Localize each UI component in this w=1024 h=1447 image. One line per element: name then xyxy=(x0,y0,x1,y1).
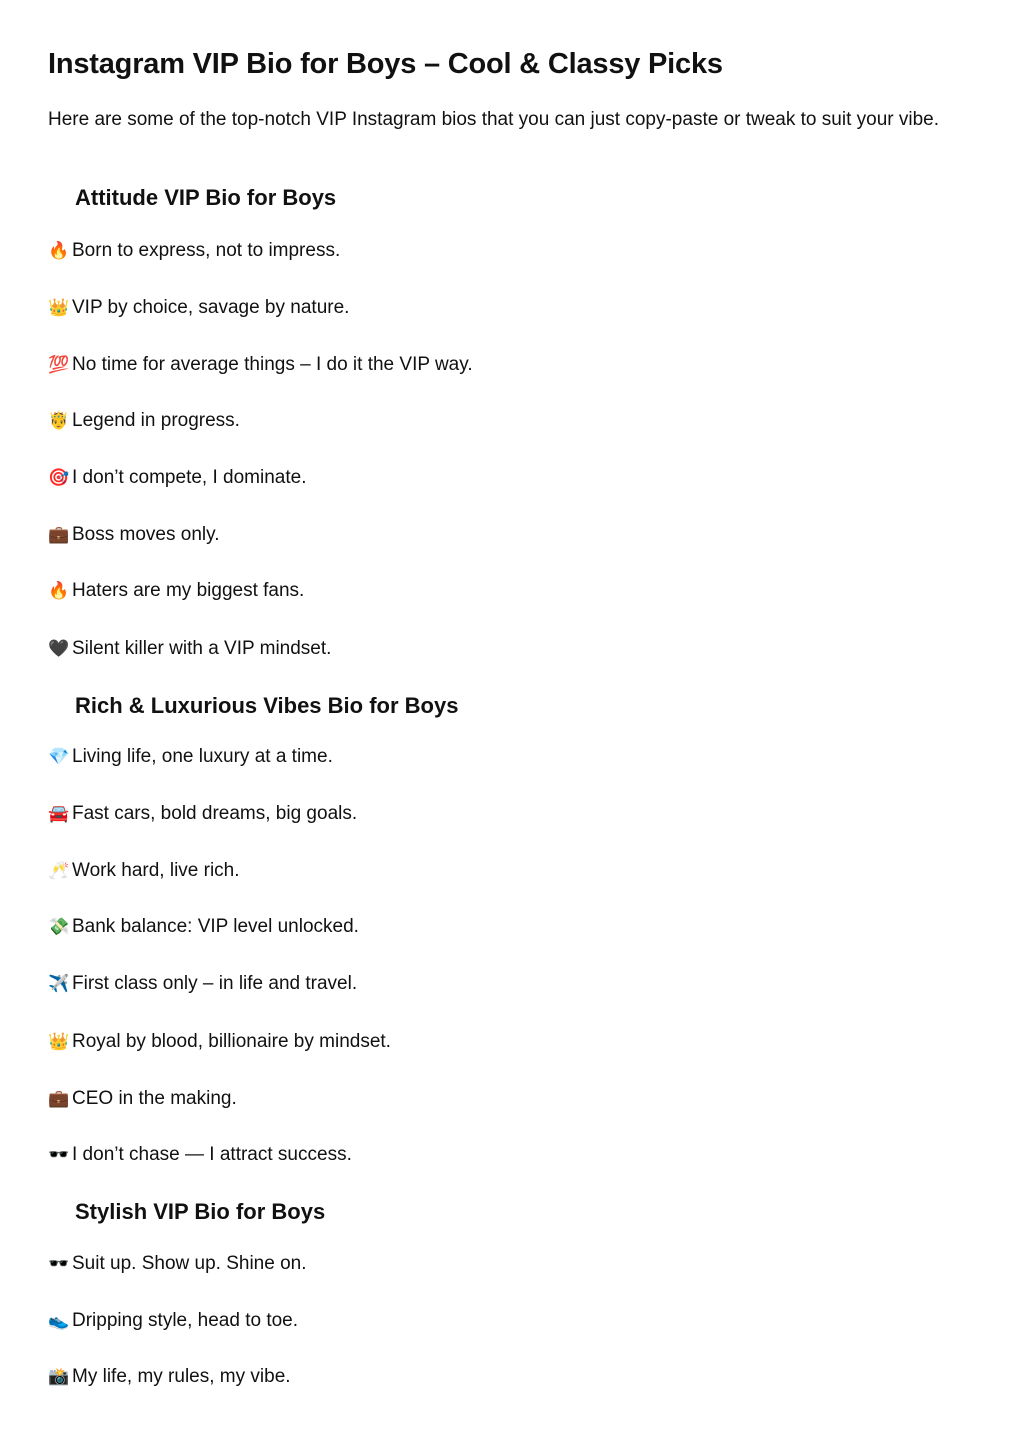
bio-text: First class only – in life and travel. xyxy=(72,973,358,994)
bio-item xyxy=(48,351,473,379)
bio-item xyxy=(48,743,333,771)
bio-text: Dripping style, head to toe. xyxy=(72,1310,299,1331)
section-heading-stylish: Stylish VIP Bio for Boys xyxy=(75,1199,326,1224)
bio-item xyxy=(48,913,359,941)
bio-item xyxy=(48,521,219,549)
bio-text: I don’t chase — I attract success. xyxy=(72,1144,352,1165)
airplane-icon: ✈️ xyxy=(48,974,70,994)
bio-text: My life, my rules, my vibe. xyxy=(72,1366,291,1387)
bio-text: Suit up. Show up. Shine on. xyxy=(72,1253,307,1274)
money-wings-icon: 💸 xyxy=(48,917,70,937)
bio-text: I don’t compete, I dominate. xyxy=(72,467,307,488)
bio-text: Born to express, not to impress. xyxy=(72,240,341,261)
sunglasses-icon: 🕶️ xyxy=(48,1145,70,1165)
bio-item xyxy=(48,407,240,435)
bio-item xyxy=(48,1250,307,1278)
bio-item xyxy=(48,1141,352,1169)
car-icon: 🚘 xyxy=(48,804,70,824)
bio-text: Haters are my biggest fans. xyxy=(72,580,305,601)
bio-text: CEO in the making. xyxy=(72,1088,237,1109)
intro-paragraph: Here are some of the top-notch VIP Instagram bios that you can just copy-paste or tweak to suit your vibe. xyxy=(48,109,939,130)
gem-icon: 💎 xyxy=(48,747,70,767)
bio-item xyxy=(48,294,349,322)
target-icon: 🎯 xyxy=(48,468,70,488)
bio-text: No time for average things – I do it the VIP way. xyxy=(72,354,473,375)
bio-text: Fast cars, bold dreams, big goals. xyxy=(72,803,358,824)
bio-item xyxy=(48,857,240,885)
bio-text: Boss moves only. xyxy=(72,524,220,545)
bio-item xyxy=(48,1307,298,1335)
briefcase-icon: 💼 xyxy=(48,525,70,545)
sunglasses-icon: 🕶️ xyxy=(48,1254,70,1274)
bio-item xyxy=(48,970,357,998)
bio-item xyxy=(48,464,306,492)
section-heading-attitude: Attitude VIP Bio for Boys xyxy=(75,185,337,210)
bio-item xyxy=(48,635,331,663)
bio-item xyxy=(48,237,340,265)
bio-text: Legend in progress. xyxy=(72,410,240,431)
bio-item xyxy=(48,577,304,605)
bio-text: VIP by choice, savage by nature. xyxy=(72,297,350,318)
sneaker-icon: 👟 xyxy=(48,1311,70,1331)
bio-item xyxy=(48,1085,237,1113)
page-title: Instagram VIP Bio for Boys – Cool & Classy Picks xyxy=(48,48,723,80)
fire-icon: 🔥 xyxy=(48,241,70,261)
bio-text: Living life, one luxury at a time. xyxy=(72,746,333,767)
bio-text: Royal by blood, billionaire by mindset. xyxy=(72,1031,391,1052)
black-heart-icon: 🖤 xyxy=(48,639,70,659)
clinking-glasses-icon: 🥂 xyxy=(48,861,70,881)
hundred-points-icon: 💯 xyxy=(48,355,70,375)
crown-icon: 👑 xyxy=(48,298,70,318)
crown-icon: 👑 xyxy=(48,1032,70,1052)
section-heading-rich: Rich & Luxurious Vibes Bio for Boys xyxy=(75,693,459,718)
bio-text: Silent killer with a VIP mindset. xyxy=(72,638,332,659)
prince-icon: 🤴 xyxy=(48,411,70,431)
bio-text: Work hard, live rich. xyxy=(72,860,240,881)
fire-icon: 🔥 xyxy=(48,581,70,601)
bio-item xyxy=(48,1363,291,1391)
bio-item xyxy=(48,800,357,828)
camera-icon: 📸 xyxy=(48,1367,70,1387)
bio-text: Bank balance: VIP level unlocked. xyxy=(72,916,359,937)
bio-item xyxy=(48,1028,391,1056)
briefcase-icon: 💼 xyxy=(48,1089,70,1109)
